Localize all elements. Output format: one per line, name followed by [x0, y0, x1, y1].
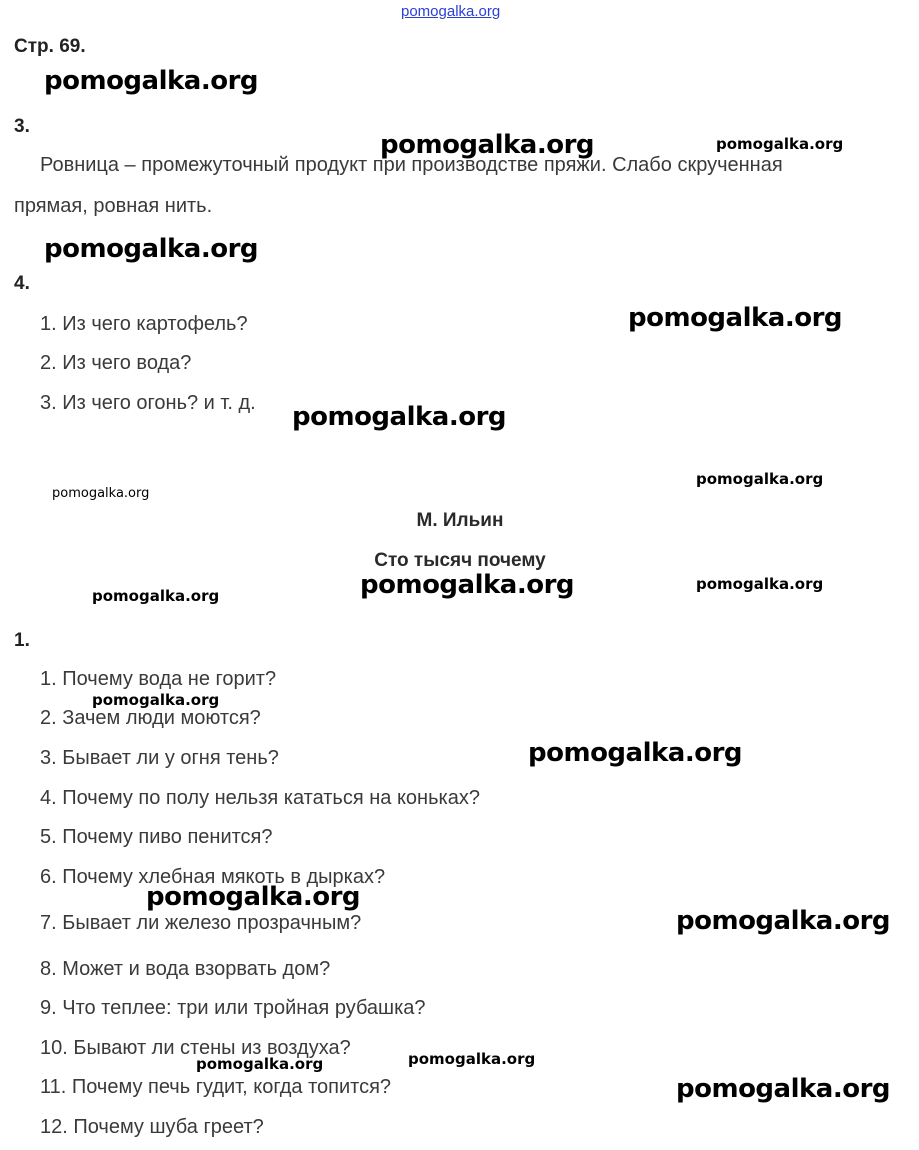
section-3-line-2: прямая, ровная нить. [14, 195, 213, 217]
question-item: 12. Почему шуба греет? [40, 1116, 264, 1138]
question-item: 10. Бывают ли стены из воздуха? [40, 1037, 351, 1059]
watermark: pomogalka.org [52, 486, 150, 501]
question-item: 7. Бывает ли железо прозрачным? [40, 912, 362, 934]
question-item: 8. Может и вода взорвать дом? [40, 958, 331, 980]
watermark: pomogalka.org [196, 1055, 324, 1073]
section-1-number: 1. [14, 630, 30, 651]
section-4-item: 2. Из чего вода? [40, 352, 192, 374]
watermark: pomogalka.org [676, 906, 891, 936]
story-author: М. Ильин [416, 510, 504, 531]
section-3-line-1: Ровница – промежуточный продукт при производстве пряжи. Слабо скрученная [40, 154, 783, 176]
watermark: pomogalka.org [292, 402, 507, 432]
watermark: pomogalka.org [44, 66, 259, 96]
watermark: pomogalka.org [44, 234, 259, 264]
question-item: 3. Бывает ли у огня тень? [40, 747, 279, 769]
watermark: pomogalka.org [360, 570, 575, 600]
watermark: pomogalka.org [408, 1050, 536, 1068]
question-item: 11. Почему печь гудит, когда топится? [40, 1076, 392, 1098]
watermark: pomogalka.org [628, 303, 843, 333]
watermark: pomogalka.org [676, 1074, 891, 1104]
watermark: pomogalka.org [92, 587, 220, 605]
watermark: pomogalka.org [92, 691, 220, 709]
watermark: pomogalka.org [696, 575, 824, 593]
watermark: pomogalka.org [696, 470, 824, 488]
watermark: pomogalka.org [716, 135, 844, 153]
watermark: pomogalka.org [146, 882, 361, 912]
story-title: Сто тысяч почему [374, 550, 546, 571]
question-item: 4. Почему по полу нельзя кататься на коньках? [40, 787, 480, 809]
question-item: 1. Почему вода не горит? [40, 668, 277, 690]
page-header: Стр. 69. [14, 36, 86, 57]
watermark: pomogalka.org [380, 130, 595, 160]
section-3-number: 3. [14, 116, 30, 137]
section-4-item: 1. Из чего картофель? [40, 313, 248, 335]
watermark: pomogalka.org [528, 738, 743, 768]
question-item: 2. Зачем люди моются? [40, 707, 261, 729]
question-item: 9. Что теплее: три или тройная рубашка? [40, 997, 426, 1019]
top-watermark-link[interactable]: pomogalka.org [401, 3, 501, 20]
section-4-number: 4. [14, 273, 30, 294]
section-4-item: 3. Из чего огонь? и т. д. [40, 392, 256, 414]
question-item: 5. Почему пиво пенится? [40, 826, 273, 848]
question-item: 6. Почему хлебная мякоть в дырках? [40, 866, 386, 888]
